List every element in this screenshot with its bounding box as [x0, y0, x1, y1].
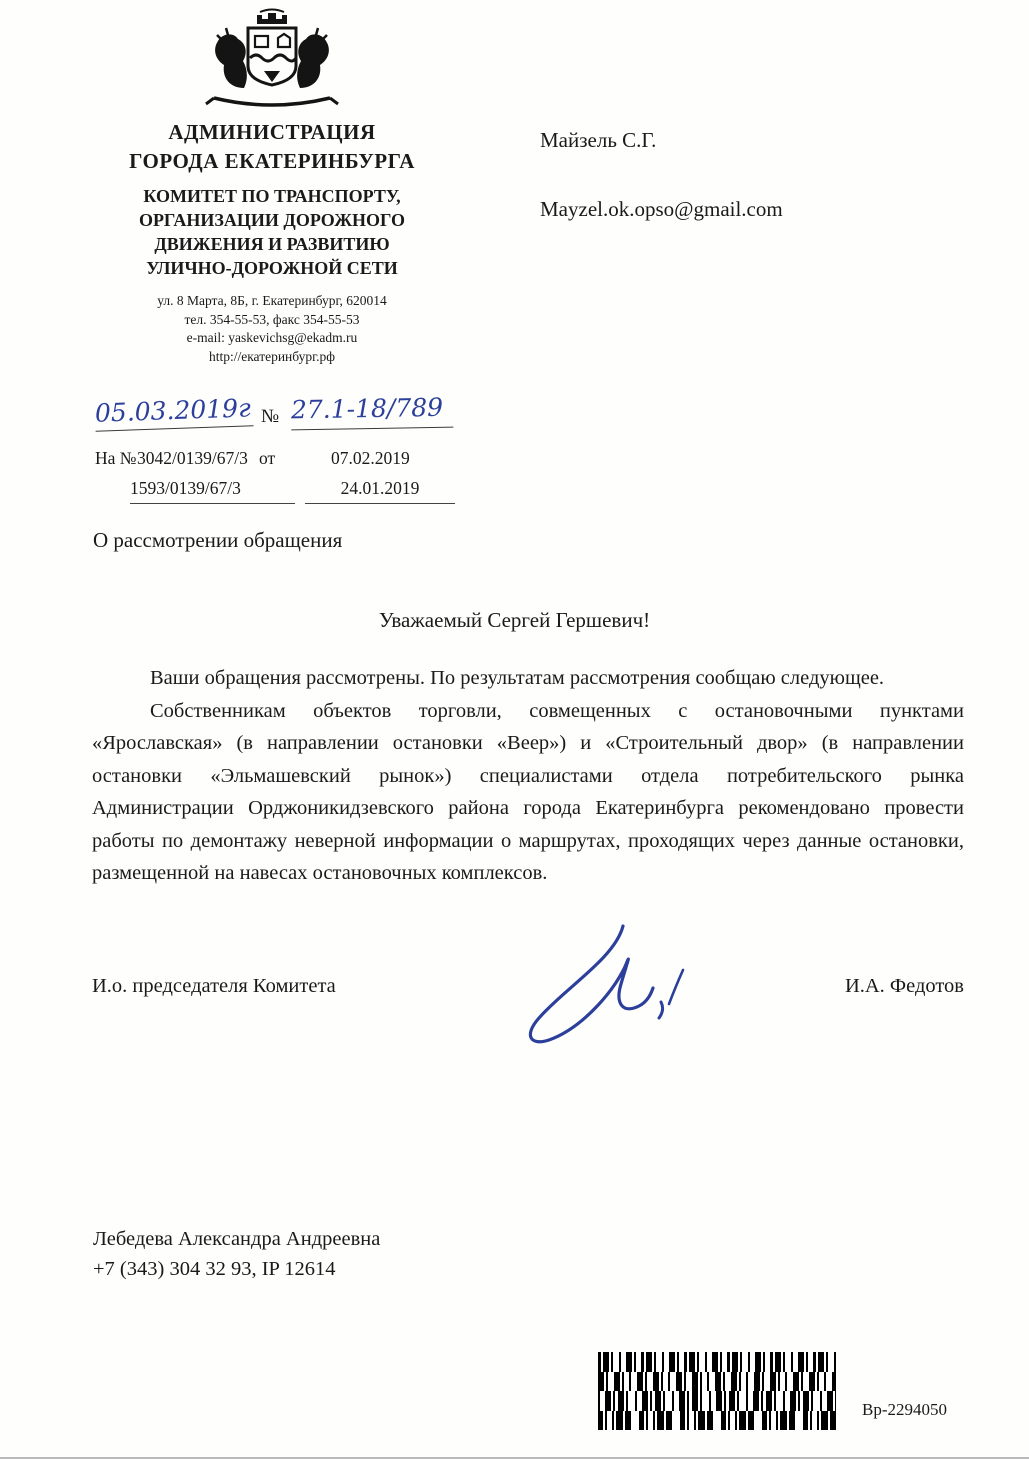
barcode-label: Вр-2294050: [862, 1400, 947, 1419]
incoming-date-2: 24.01.2019: [305, 478, 455, 504]
barcode-row: [598, 1352, 836, 1372]
committee-line: ОРГАНИЗАЦИИ ДОРОЖНОГО: [138, 210, 406, 230]
email-line: e-mail: yaskevichsg@ekadm.ru: [186, 330, 358, 345]
executor-name: Лебедева Александра Андреевна: [93, 1228, 381, 1250]
org-name-line: ГОРОДА ЕКАТЕРИНБУРГА: [129, 149, 415, 173]
body-paragraph-1: Ваши обращения рассмотрены. По результатам рассмотрения сообщаю следующее.: [150, 667, 885, 689]
org-name-line: АДМИНИСТРАЦИЯ: [168, 120, 376, 144]
org-name: [82, 118, 462, 176]
coat-of-arms-icon: [184, 8, 360, 110]
addressee-email: Mayzel.ok.opso@gmail.com: [540, 197, 783, 221]
outgoing-number-handwritten: 27.1-18/789: [291, 393, 454, 431]
barcode-row: [598, 1411, 836, 1431]
number-sign: №: [261, 406, 280, 427]
subject-line: О рассмотрении обращения: [93, 528, 343, 552]
signer-position: И.о. председателя Комитета: [92, 975, 336, 997]
incoming-number-2: 1593/0139/67/3: [130, 478, 295, 504]
body-paragraph-2: Собственникам объектов торговли, совмещенных с остановочными пунктами «Ярославская» (в направлении остановки «Веер») и «Строительный двор» (в направлении остановки «Эльмашевский рынок») специалистами отдела потребительского рынка Администрации Орджоникидзевского района города Екатеринбурга рекомендовано провести работы по демонтажу неверной информации о маршрутах, проходящих через данные остановки, размещенной на навесах остановочных комплексов.: [92, 699, 964, 884]
from-label: от: [259, 448, 276, 468]
signature-ink: [505, 918, 735, 1058]
committee-line: КОМИТЕТ ПО ТРАНСПОРТУ,: [143, 186, 401, 206]
addressee-block: [540, 128, 783, 222]
executor-block: [93, 1224, 380, 1284]
barcode: [598, 1352, 836, 1430]
committee-line: ДВИЖЕНИЯ И РАЗВИТИЮ: [154, 234, 390, 254]
committee-line: УЛИЧНО-ДОРОЖНОЙ СЕТИ: [146, 258, 398, 278]
letterhead: [82, 8, 462, 366]
letterhead-contacts: [82, 292, 462, 366]
incoming-number-1: 3042/0139/67/3: [137, 448, 248, 468]
outgoing-date-handwritten: 05.03.2019г: [94, 393, 253, 431]
signer-name: И.А. Федотов: [844, 975, 964, 997]
salutation: Уважаемый Сергей Гершевич!: [378, 608, 651, 632]
address-line: ул. 8 Марта, 8Б, г. Екатеринбург, 620014: [157, 293, 387, 308]
barcode-row: [598, 1391, 836, 1411]
executor-phone: +7 (343) 304 32 93, IP 12614: [93, 1258, 336, 1280]
letter-body: [92, 662, 964, 890]
incoming-date-1: 07.02.2019: [331, 448, 410, 468]
incoming-label: На №: [95, 448, 137, 468]
addressee-name: Майзель С.Г.: [540, 128, 657, 152]
phone-line: тел. 354-55-53, факс 354-55-53: [184, 311, 360, 327]
website-line: http://екатеринбург.рф: [208, 348, 336, 364]
barcode-row: [598, 1372, 836, 1392]
committee-name: [82, 184, 462, 280]
